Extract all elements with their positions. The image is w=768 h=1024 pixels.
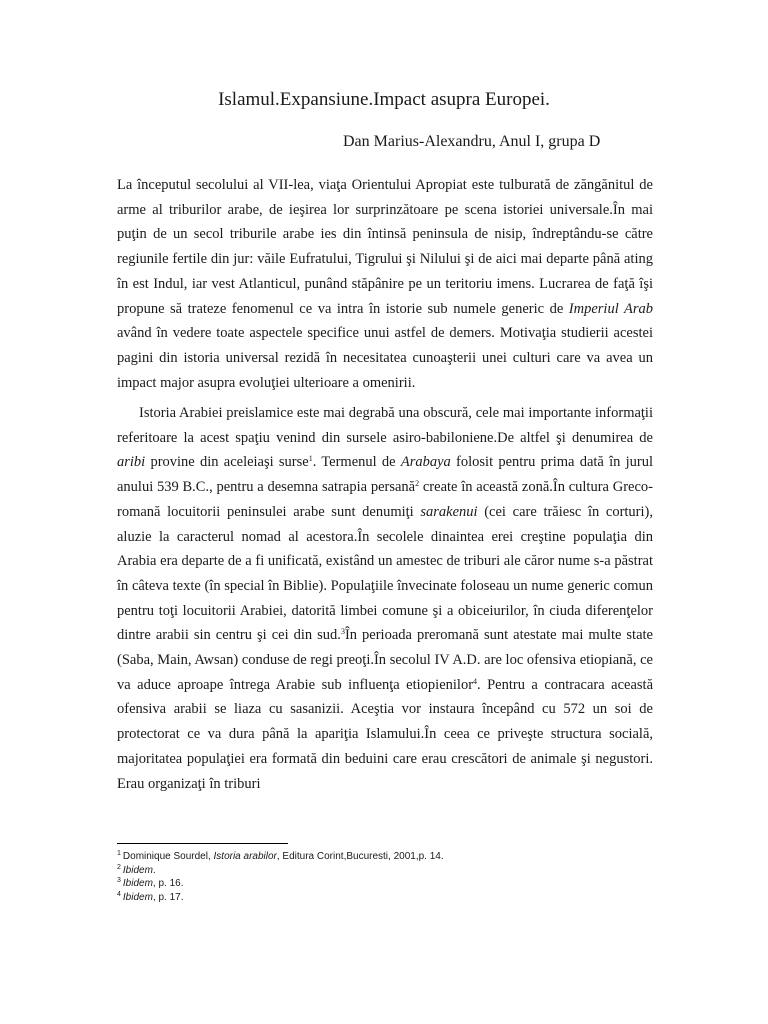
footnote-number: 1 <box>117 850 121 857</box>
footnote-number: 4 <box>117 890 121 898</box>
italic-term: sarakenui <box>420 503 478 520</box>
text-run: . Termenul de <box>312 454 401 471</box>
text-run: având în vedere toate aspectele specifice unui astfel de demers. Motivaţia studierii acestei pagini din istoria universal rezidă în necesitatea cunoaşterii unei culturi care va avea un impact major asupra evoluţiei ulterioare a omenirii. <box>117 325 653 391</box>
footnotes <box>117 850 677 904</box>
text-run: La începutul secolului al VII-lea, viaţa Orientului Apropiat este tulburată de zăngănitul de arme al triburilor arabe, de ieşirea lor surprinzătoare pe scena istoriei universale.În mai puţin de un secol triburile arabe ies din întinsă peninsula de nisip, îndreptându-se către regiunile fertile din jur: văile Eufratului, Tigrului şi Nilului şi de aici mai departe până ating în est Indul, iar vest Atlanticul, punând stăpânire pe un teritoriu imens. Lucrarea de faţă îşi propune să trateze fenomenul ce va intra în istorie sub numele generic de <box>117 177 653 317</box>
text-run: În perioada preromană sunt atestate mai multe state (Saba, Main, Awsan) conduse de regi preoţi.În secolul IV A.D. are loc ofensiva etiopiană, ce va aduce aproape întrega Arabie sub influenţa etiopienilor <box>117 627 653 693</box>
footnote-ref: 1 <box>308 454 313 464</box>
italic-term: Arabaya <box>400 454 451 471</box>
footnote-ref: 3 <box>340 627 345 637</box>
footnote-number: 3 <box>117 877 121 884</box>
text-run: create în această zonă.În cultura Greco-romană locuitorii peninsulei arabe sunt denumiţi <box>117 479 653 520</box>
italic-term: Imperiul Arab <box>568 300 653 317</box>
author-line: Dan Marius-Alexandru, Anul I, grupa D <box>343 133 601 150</box>
text-run: Dominique Sourdel, <box>122 851 214 862</box>
text-run: (cei care trăiesc în corturi), aluzie la caracterul nomad al acestora.În secolele dinaintea erei creştine populaţia din Arabia era departe de a fi unificată, existând un amestec de triburi ale căror nume s-a păstrat în câteva texte (în special în Biblie). Populaţiile învecinate foloseau un nume generic comun pentru toţi locuitorii Arabiei, datorită limbei comune şi a obiceiurilor, în ciuda diferenţelor dintre arabii sin centru şi cei din sud. <box>117 503 653 644</box>
italic-term: Ibidem <box>122 878 153 889</box>
text-run: provine din aceleiaşi surse <box>145 454 309 471</box>
text-run: . Pentru a contracara această ofensiva arabii se liaza cu sasanizii. Aceştia vor instaura începând cu 572 un soi de protectorat ce va dura până la apariţia Islamului.În ceea ce priveşte structura socială, majoritatea populaţiei era formată din beduini care erau crescători de animale şi negustori. Erau organizaţi în triburi <box>117 676 653 792</box>
document-title: Islamul.Expansiune.Impact asupra Europei. <box>218 89 550 110</box>
text-run: , p. 17. <box>152 891 184 903</box>
paragraph-history <box>117 401 653 796</box>
footnote-item <box>117 877 677 891</box>
paragraph-intro <box>117 173 653 395</box>
text-run: folosit pentru prima dată în jurul anului 539 B.C., pentru a desemna satrapia persană <box>117 454 653 496</box>
footnote-item <box>117 891 677 905</box>
footnote-item <box>117 850 677 864</box>
italic-term: Ibidem <box>122 891 153 903</box>
italic-term: Ibidem <box>122 864 153 876</box>
italic-term: Istoria arabilor <box>213 851 277 862</box>
italic-term: aribi <box>117 454 146 471</box>
text-run: , p. 16. <box>152 878 184 889</box>
footnote-item <box>117 864 677 878</box>
footnote-number: 2 <box>117 863 121 871</box>
text-run: . <box>152 864 156 876</box>
footnote-divider <box>117 843 288 844</box>
text-run: , Editura Corint,Bucuresti, 2001,p. 14. <box>276 851 444 862</box>
footnote-ref: 2 <box>415 479 420 489</box>
footnote-ref: 4 <box>473 676 478 686</box>
text-run: Istoria Arabiei preislamice este mai degrabă una obscură, cele mai importante informaţii referitoare la acest spaţiu venind din sursele asiro-babiloniene.De altfel şi denumirea de <box>117 405 653 446</box>
